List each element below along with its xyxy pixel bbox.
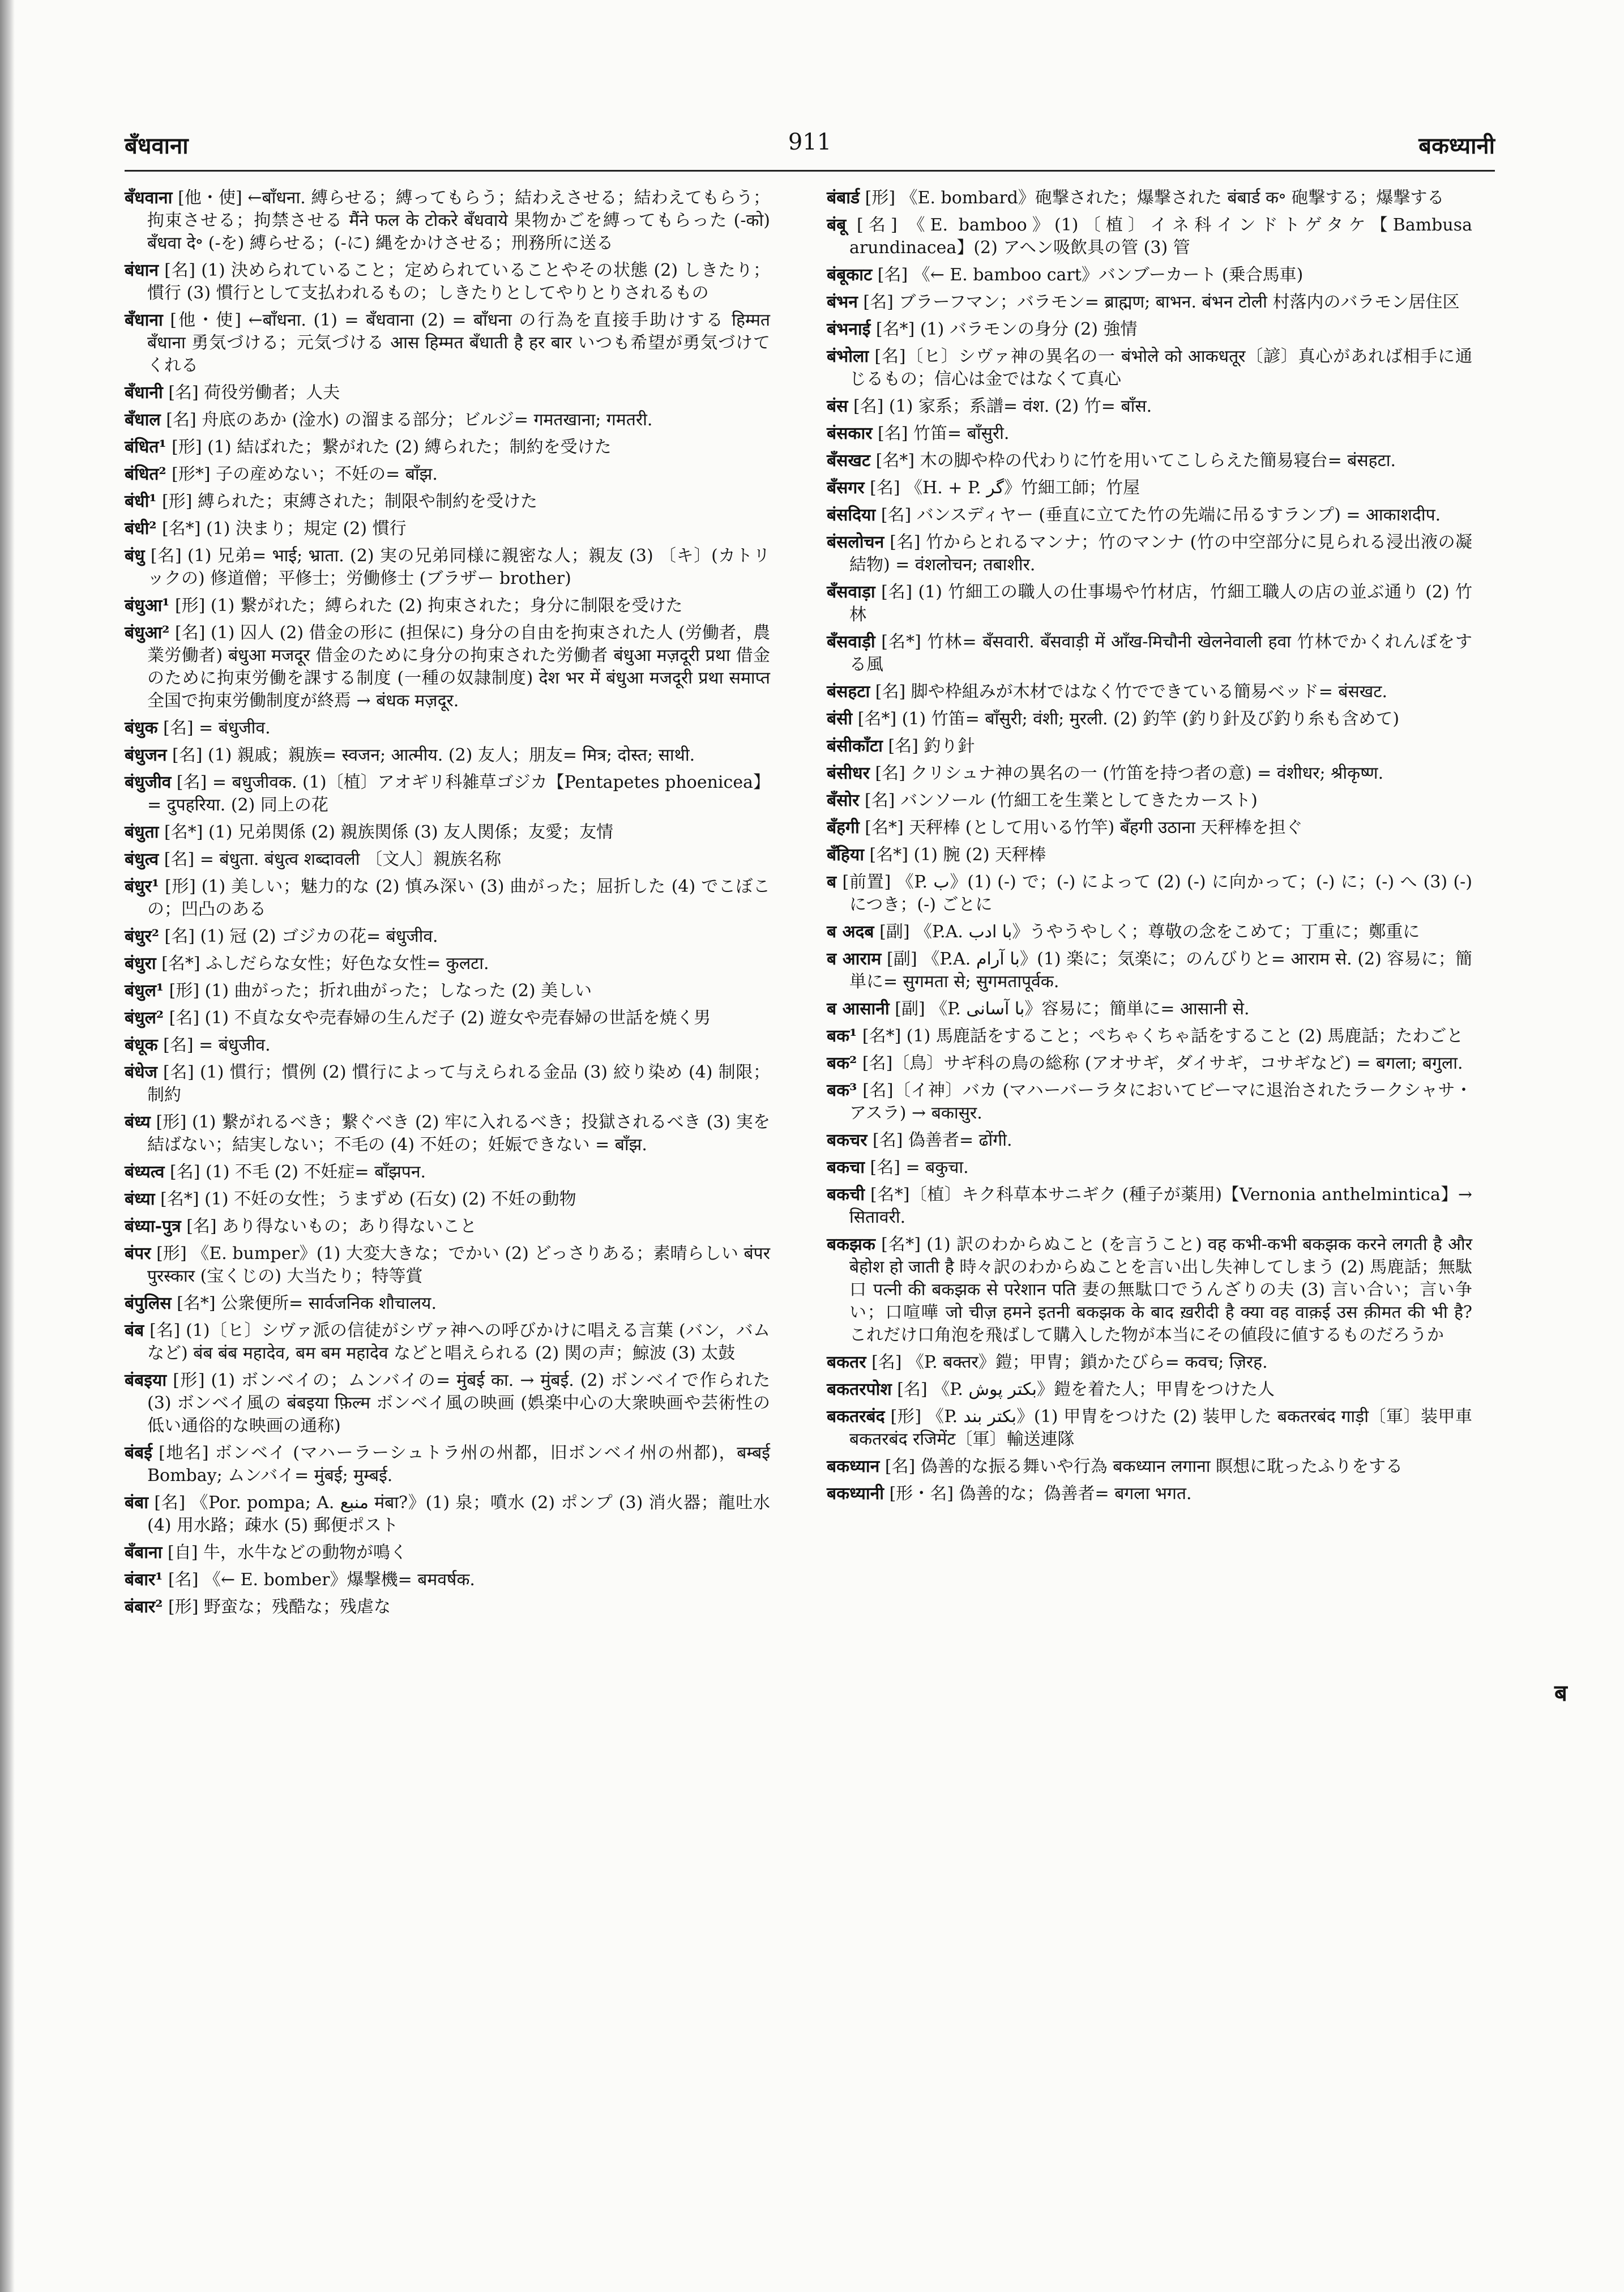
entry-definition: [名] 《E. bamboo》(1)〔植〕イネ科インドトゲタケ【Bambusa arundinacea】(2) アヘン吸飲具の管 (3) 管 xyxy=(849,215,1472,258)
dictionary-entry xyxy=(125,1596,770,1619)
dictionary-entry xyxy=(827,789,1472,812)
entry-definition: [名] 舟底のあか (淦水) の溜まる部分；ビルジ= गमतखाना; गमतरी. xyxy=(166,410,653,430)
entry-headword: बंबार्ड xyxy=(827,188,860,208)
page-binding-edge xyxy=(0,0,15,2292)
entry-definition: [名] 荷役労働者；人夫 xyxy=(168,383,340,403)
entry-definition: [名]〔イ神〕バカ (マハーバーラタにおいてビーマに退治されたラークシャサ・アスラ) → बकासुर. xyxy=(849,1081,1472,1123)
dictionary-entry xyxy=(125,1161,770,1184)
dictionary-entry xyxy=(125,980,770,1002)
entry-headword: ब xyxy=(827,872,837,892)
dictionary-entry xyxy=(827,264,1472,287)
dictionary-entry xyxy=(125,518,770,540)
dictionary-entry xyxy=(125,545,770,590)
entry-definition: [形] (1) 曲がった；折れ曲がった；しなった (2) 美しい xyxy=(169,981,592,1001)
dictionary-entry xyxy=(125,259,770,305)
entry-headword: बंसलोचन xyxy=(827,532,884,552)
dictionary-entry xyxy=(125,490,770,513)
entry-definition: [形] (1) 繋がれるべき；繋ぐべき (2) 牢に入れるべき；投獄されるべき (3) 実を結ばない；結実しない；不毛の (4) 不妊の；妊娠できない = बाँझ. xyxy=(147,1112,770,1155)
dictionary-entry xyxy=(125,1034,770,1057)
entry-definition: [形] (1) 美しい；魅力的な (2) 慎み深い (3) 曲がった；屈折した (4) でこぼこの；凹凸のある xyxy=(147,877,770,919)
entry-definition: [名] (1) 不貞な女や売春婦の生んだ子 (2) 遊女や売春婦の世話を焼く男 xyxy=(169,1008,711,1028)
dictionary-entry xyxy=(125,187,770,255)
entry-definition: [名] 脚や枠組みが木材ではなく竹でできている簡易ベッド= बंसखट. xyxy=(875,682,1388,702)
entry-headword: बंध्या-पुत्र xyxy=(125,1217,181,1236)
right-column xyxy=(827,187,1472,1510)
entry-headword: बंधान xyxy=(125,261,159,280)
entry-headword: बंधुजीव xyxy=(125,772,172,792)
entry-headword: बँसगर xyxy=(827,478,865,498)
dictionary-entry xyxy=(827,504,1472,527)
dictionary-entry xyxy=(827,1406,1472,1451)
entry-headword: बंधु xyxy=(125,546,145,566)
dictionary-entry xyxy=(125,876,770,921)
entry-headword: बंध्या xyxy=(125,1189,155,1209)
entry-headword: बंभन xyxy=(827,292,858,312)
entry-definition: [名*] (1) 不妊の女性；うまずめ (石女) (2) 不妊の動物 xyxy=(160,1189,576,1209)
entry-headword: बंस xyxy=(827,396,848,416)
dictionary-entry xyxy=(827,1456,1472,1478)
dictionary-entry xyxy=(827,291,1472,314)
entry-definition: [名*] 木の脚や枠の代わりに竹を用いてこしらえた簡易寝台= बंसहटा. xyxy=(875,451,1396,471)
entry-headword: बंधुजन xyxy=(125,745,167,765)
entry-headword: बंसी xyxy=(827,709,853,729)
entry-definition: [副] 《P.A. با آرام》(1) 楽に；気楽に；のんびりと= आराम से. (2) 容易に；簡単に= सुगमता से; सुगमतापूर्वक. xyxy=(849,949,1472,992)
entry-definition: [名*] (1) バラモンの身分 (2) 強情 xyxy=(875,319,1138,339)
entry-definition: [名] バンスディヤー (垂直に立てた竹の先端に吊るすランプ) = आकाशदीप. xyxy=(881,505,1441,525)
dictionary-entry xyxy=(827,1079,1472,1125)
dictionary-entry xyxy=(125,309,770,377)
entry-headword: बँबाना xyxy=(125,1543,163,1563)
entry-definition: [名] = बंधुजीव. xyxy=(163,718,271,738)
entry-headword: बँसवाड़ा xyxy=(827,582,875,602)
entry-headword: बंसीधर xyxy=(827,763,870,783)
entry-headword: बंधुता xyxy=(125,822,159,842)
entry-headword: बंबइया xyxy=(125,1371,167,1390)
dictionary-entry xyxy=(827,948,1472,993)
entry-definition: [名*] (1) 馬鹿話をすること；ぺちゃくちゃ話をすること (2) 馬鹿話；たわごと xyxy=(862,1026,1464,1046)
entry-definition: [自] 牛，水牛などの動物が鳴く xyxy=(168,1543,407,1563)
page-header xyxy=(125,129,1495,169)
entry-definition: [名] バンソール (竹細工を生業としてきたカースト) xyxy=(865,791,1258,810)
dictionary-entry xyxy=(125,382,770,404)
entry-headword: बकची xyxy=(827,1185,865,1205)
dictionary-entry xyxy=(125,1111,770,1156)
entry-headword: बंधी¹ xyxy=(125,492,157,511)
entry-definition: [他・使] ←बाँधना. (1) = बँधवाना (2) = बाँधना の行為を直接手助けする हिम्मत बँधाना 勇気づける；元気づける आस हिम्मत बँधाती है हर बार いつも希望が勇気づけてくれる xyxy=(147,310,770,375)
dictionary-entry xyxy=(827,450,1472,472)
page-number: 911 xyxy=(788,129,832,155)
entry-definition: [名] 偽善的な振る舞いや行為 बकध्यान लगाना 瞑想に耽ったふりをする xyxy=(884,1457,1403,1476)
dictionary-entry xyxy=(125,771,770,817)
entry-definition: [名] あり得ないもの；あり得ないこと xyxy=(186,1217,477,1236)
entry-definition: [名] 《← E. bamboo cart》バンブーカート (乗合馬車) xyxy=(877,265,1304,285)
entry-headword: ब आराम xyxy=(827,949,882,969)
dictionary-entry xyxy=(125,821,770,844)
dictionary-entry xyxy=(125,1007,770,1030)
dictionary-entry xyxy=(125,1292,770,1315)
dictionary-entry xyxy=(827,1129,1472,1152)
entry-headword: बंधुर² xyxy=(125,927,159,946)
dictionary-entry xyxy=(827,1234,1472,1347)
entry-definition: [形] 《E. bombard》砲撃された；爆撃された बंबार्ड क॰ 砲撃する；爆撃する xyxy=(865,188,1444,208)
entry-definition: [名*] (1) 決まり；規定 (2) 慣行 xyxy=(162,519,407,539)
entry-headword: बँधाल xyxy=(125,410,161,430)
entry-headword: बंधुल¹ xyxy=(125,981,164,1001)
entry-definition: [名] (1) 冠 (2) ゴジカの花= बंधुजीव. xyxy=(164,927,438,946)
dictionary-entry xyxy=(827,1052,1472,1075)
dictionary-entry xyxy=(125,1215,770,1238)
dictionary-entry xyxy=(827,214,1472,259)
entry-headword: बंध्यत्व xyxy=(125,1162,165,1182)
dictionary-entry xyxy=(827,1378,1472,1401)
dictionary-entry xyxy=(827,1483,1472,1505)
entry-headword: बंबूकाट xyxy=(827,265,873,285)
entry-definition: [形*] 子の産めない；不妊の= बाँझ. xyxy=(172,464,438,484)
dictionary-entry xyxy=(125,622,770,712)
entry-headword: बंब xyxy=(125,1321,144,1341)
dictionary-entry xyxy=(125,953,770,975)
entry-headword: बंसहटा xyxy=(827,682,870,702)
entry-headword: बंसदिया xyxy=(827,505,876,525)
entry-definition: [名*] 公衆便所= सार्वजनिक शौचालय. xyxy=(177,1294,437,1313)
entry-definition: [名] = बंधुजीव. xyxy=(163,1035,271,1055)
dictionary-entry xyxy=(125,1188,770,1211)
entry-headword: बंबा xyxy=(125,1493,149,1513)
entry-definition: [名*] 竹林= बँसवारी. बँसवाड़ी में आँख-मिचौनी खेलनेवाली हवा 竹林でかくれんぼをする風 xyxy=(849,632,1472,675)
entry-headword: बंभोला xyxy=(827,347,869,366)
entry-definition: [名*] 天秤棒 (として用いる竹竿) बँहगी उठाना 天秤棒を担ぐ xyxy=(865,818,1303,838)
entry-definition: [名] = बंधुता. बंधुत्व शब्दावली 〔文人〕親族名称 xyxy=(164,850,502,869)
entry-headword: बंपर xyxy=(125,1244,151,1264)
entry-definition: [形] 《E. bumper》(1) 大変大きな；でかい (2) どっさりある；素晴らしい बंपर पुरस्कार (宝くじの) 大当たり；特等賞 xyxy=(147,1244,770,1286)
entry-headword: बंबई xyxy=(125,1443,152,1463)
dictionary-entry xyxy=(827,921,1472,944)
entry-definition: [名*] (1) 竹笛= बाँसुरी; वंशी; मुरली. (2) 釣竿 (釣り針及び釣り糸も含めて) xyxy=(857,709,1400,729)
entry-definition: [名] 《P. بکتر پوش》鎧を着た人；甲冑をつけた人 xyxy=(897,1380,1275,1399)
dictionary-entry xyxy=(125,744,770,767)
entry-definition: [名] (1) 慣行；慣例 (2) 慣行によって与えられる金品 (3) 絞り染め (4) 制限；制約 xyxy=(147,1062,770,1105)
entry-headword: बंसीकाँटा xyxy=(827,736,883,756)
dictionary-entry xyxy=(125,1320,770,1365)
entry-definition: [地名] ボンベイ (マハーラーシュトラ州の州都，旧ボンベイ州の州都)，बम्बई Bombay; ムンバイ= मुंबई; मुम्बई. xyxy=(147,1443,770,1486)
entry-definition: [名] (1) 不毛 (2) 不妊症= बाँझपन. xyxy=(170,1162,426,1182)
entry-headword: ब आसानी xyxy=(827,999,890,1019)
dictionary-entry xyxy=(125,1243,770,1288)
entry-definition: [副] 《P.A. با ادب》うやうやしく；尊敬の念をこめて；丁重に；鄭重に xyxy=(879,922,1420,942)
entry-headword: बँसवाड़ी xyxy=(827,632,875,652)
dictionary-entry xyxy=(827,871,1472,916)
entry-definition: [名] 竹笛= बाँसुरी. xyxy=(878,424,1010,443)
entry-headword: बंभनाई xyxy=(827,319,871,339)
dictionary-entry xyxy=(827,1025,1472,1048)
entry-headword: बंधुआ² xyxy=(125,623,170,643)
dictionary-entry xyxy=(827,1184,1472,1229)
dictionary-entry xyxy=(827,631,1472,676)
entry-definition: [形・名] 偽善的な；偽善者= बगला भगत. xyxy=(889,1484,1192,1504)
dictionary-entry xyxy=(827,1351,1472,1374)
entry-definition: [名] = बधुजीवक. (1)〔植〕アオギリ科雑草ゴジカ【Pentapetes phoenicea】= दुपहरिया. (2) 同上の花 xyxy=(147,772,770,815)
entry-headword: बँसोर xyxy=(827,791,860,810)
dictionary-entry xyxy=(125,1542,770,1564)
dictionary-entry xyxy=(125,1569,770,1591)
entry-headword: बकझक xyxy=(827,1235,875,1254)
left-column xyxy=(125,187,770,1623)
entry-definition: [名] クリシュナ神の異名の一 (竹笛を持つ者の意) = वंशीधर; श्रीकृष्ण. xyxy=(875,763,1384,783)
dictionary-entry xyxy=(827,998,1472,1021)
entry-definition: [名] 偽善者= ढोंगी. xyxy=(873,1130,1012,1150)
entry-headword: बकचा xyxy=(827,1158,865,1177)
entry-definition: [名] (1)〔ヒ〕シヴァ派の信徒がシヴァ神への呼びかけに唱える言葉 (バン，バムなど) बंब बंब महादेव, बम बम महादेव などと唱えられる (2) 関の声；鯨波 (3) 太鼓 xyxy=(147,1321,770,1363)
entry-headword: बकतरबंद xyxy=(827,1407,885,1427)
entry-definition: [名*] (1) 兄弟関係 (2) 親族関係 (3) 友人関係；友愛；友情 xyxy=(164,822,614,842)
entry-headword: बक³ xyxy=(827,1081,857,1100)
entry-definition: [名*]〔植〕キク科草本サニギク (種子が薬用)【Vernonia anthelmintica】→ सितावरी. xyxy=(849,1185,1472,1227)
dictionary-entry xyxy=(125,1061,770,1107)
header-rule xyxy=(125,170,1495,172)
dictionary-entry xyxy=(827,318,1472,341)
dictionary-entry xyxy=(125,1369,770,1437)
entry-headword: बकध्यानी xyxy=(827,1484,884,1504)
dictionary-entry xyxy=(827,844,1472,867)
entry-definition: [名]〔鳥〕サギ科の鳥の総称 (アオサギ，ダイサギ，コサギなど) = बगला; बगुला. xyxy=(862,1053,1463,1073)
dictionary-entry xyxy=(125,436,770,459)
dictionary-entry xyxy=(125,848,770,871)
dictionary-entry xyxy=(827,187,1472,210)
entry-definition: [副] 《P. با آسانی》容易に；簡単に= आसानी से. xyxy=(895,999,1250,1019)
entry-definition: [名]〔ヒ〕シヴァ神の異名の一 बंभोले को आकधतूर〔諺〕真心があれば相手に通じるもの；信心は金ではなくて真心 xyxy=(849,347,1472,389)
entry-definition: [形] 《P. بکتر بند》(1) 甲冑をつけた (2) 装甲した बकतरबंद गाड़ी〔軍〕装甲車 बकतरबंद रजिमेंट〔軍〕輸送連隊 xyxy=(849,1407,1472,1449)
dictionary-entry xyxy=(125,925,770,948)
dictionary-entry xyxy=(827,817,1472,839)
entry-definition: [形] (1) 繋がれた；縛られた (2) 拘束された；身分に制限を受けた xyxy=(174,596,683,616)
entry-headword: बंसकार xyxy=(827,424,873,443)
entry-headword: ब अदब xyxy=(827,922,874,942)
entry-definition: [名] 《H. + P. گر》竹細工師；竹屋 xyxy=(870,478,1140,498)
entry-headword: बंधित² xyxy=(125,464,166,484)
entry-headword: बंधुर¹ xyxy=(125,877,159,897)
entry-definition: [形] (1) ボンベイの；ムンバイの= मुंबई का. → मुंबई. (2) ボンベイで作られた (3) ボンベイ風の बंबइया फ़िल्म ボンベイ風の映画 (娯楽中心の大衆映画や芸術性の低い通俗的な映画の通称) xyxy=(147,1371,771,1436)
entry-headword: बँधाना xyxy=(125,310,163,330)
dictionary-entry xyxy=(125,1442,770,1487)
entry-definition: [名] 《P. बक्तर》鎧；甲冑；鎖かたびら= कवच; ज़िरह. xyxy=(871,1352,1268,1372)
entry-headword: बकध्यान xyxy=(827,1457,880,1476)
dictionary-entry xyxy=(125,717,770,740)
entry-headword: बक¹ xyxy=(827,1026,857,1046)
thumb-index: ब xyxy=(1554,1680,1567,1706)
entry-definition: [名*] (1) 腕 (2) 天秤棒 xyxy=(869,845,1046,865)
dictionary-entry xyxy=(125,409,770,432)
dictionary-entry xyxy=(827,531,1472,577)
entry-definition: [前置] 《P. ب》(1) (-) で；(-) によって (2) (-) に向かって；(-) に；(-) へ (3) (-) につき；(-) ごとに xyxy=(842,872,1473,915)
entry-headword: बंधी² xyxy=(125,519,157,539)
dictionary-entry xyxy=(827,762,1472,785)
entry-headword: बंधुआ¹ xyxy=(125,596,170,616)
entry-definition: [形] 縛られた；束縛された；制限や制約を受けた xyxy=(162,492,537,511)
entry-headword: बंपुलिस xyxy=(125,1294,172,1313)
entry-headword: बंधुल² xyxy=(125,1008,164,1028)
entry-headword: बंधुरा xyxy=(125,954,156,974)
dictionary-entry xyxy=(827,345,1472,391)
right-running-headword: बकध्यानी xyxy=(1418,133,1495,159)
entry-headword: बंबार¹ xyxy=(125,1570,163,1590)
entry-headword: बकतरपोश xyxy=(827,1380,892,1399)
entry-headword: बंधुत्व xyxy=(125,850,159,869)
entry-definition: [名] = बकुचा. xyxy=(870,1158,969,1177)
entry-headword: बंधेज xyxy=(125,1062,157,1082)
entry-definition: [名] ブラーフマン；バラモン= ब्राह्मण; बाभन. बंभन टोली 村落内のバラモン居住区 xyxy=(863,292,1460,312)
dictionary-entry xyxy=(125,595,770,617)
entry-definition: [名] (1) 囚人 (2) 借金の形に (担保に) 身分の自由を拘束された人 (労働者，農業労働者) बंधुआ मजदूर 借金のために身分の拘束された労働者 बंधुआ मज़दूरी प्रथा 借金のために拘束労働を課する制度 (一種の奴隷制度) देश भर में बंधुआ मजदूरी प्रथा समाप्त 全国で拘束労働制度が終焉 → बंधक मज़दूर. xyxy=(147,623,770,711)
entry-definition: [名*] (1) 訳のわからぬこと (を言うこと) वह कभी-कभी बकझक करने लगती है और बेहोश हो जाती है 時々訳のわからぬことを言い出し失神してしまう (2) 馬鹿話；無駄口 पत्नी की बकझक से परेशान पति 妻の無駄口でうんざりの夫 (3) 言い合い；言い争い；口喧嘩 जो चीज़ हमने इतनी बकझक के बाद ख़रीदी है क्या वह वाक़ई उस क़ीमत की भी है? これだけ口角泡を飛ばして購入した物が本当にその値段に値するものだろうか xyxy=(849,1235,1472,1345)
entry-definition: [他・使] ←बाँधना. 縛らせる；縛ってもらう；結わえさせる；結わえてもらう；拘束させる；拘禁させる मैंने फल के टोकरे बँधवाये 果物かごを縛ってもらった (-को) बँधवा दे॰ (-を) 縛らせる；(-に) 縄をかけさせる；刑務所に送る xyxy=(147,188,770,253)
entry-definition: [名] (1) 決められていること；定められていることやその状態 (2) しきたり；慣行 (3) 慣行として支払われるもの；しきたりとしてやりとりされるもの xyxy=(147,261,770,303)
dictionary-entry xyxy=(125,463,770,486)
dictionary-entry xyxy=(827,395,1472,418)
entry-definition: [名] (1) 竹細工の職人の仕事場や竹材店，竹細工職人の店の並ぶ通り (2) 竹林 xyxy=(849,582,1472,625)
entry-headword: बंध्य xyxy=(125,1112,151,1132)
entry-headword: बकतर xyxy=(827,1352,866,1372)
entry-headword: बंबार² xyxy=(125,1597,163,1617)
entry-headword: बंबू xyxy=(827,215,847,235)
entry-headword: बंधित¹ xyxy=(125,437,166,457)
entry-headword: बक² xyxy=(827,1053,857,1073)
dictionary-entry xyxy=(827,708,1472,731)
entry-definition: [名] (1) 家系；系譜= वंश. (2) 竹= बाँस. xyxy=(853,396,1152,416)
dictionary-entry xyxy=(827,1156,1472,1179)
left-running-headword: बँधवाना xyxy=(125,133,189,159)
dictionary-entry xyxy=(827,735,1472,758)
entry-headword: बँहगी xyxy=(827,818,860,838)
dictionary-entry xyxy=(827,581,1472,626)
entry-headword: बंधूक xyxy=(125,1035,158,1055)
dictionary-entry xyxy=(125,1492,770,1537)
entry-definition: [名] 竹からとれるマンナ；竹のマンナ (竹の中空部分に見られる浸出液の凝結物) = वंशलोचन; तबाशीर. xyxy=(849,532,1473,575)
entry-headword: बँधानी xyxy=(125,383,163,403)
entry-headword: बंधुक xyxy=(125,718,158,738)
entry-definition: [名*] ふしだらな女性；好色な女性= कुलटा. xyxy=(161,954,489,974)
entry-headword: बँसखट xyxy=(827,451,871,471)
entry-headword: बँहिया xyxy=(827,845,864,865)
entry-definition: [名] (1) 兄弟= भाई; भ्राता. (2) 実の兄弟同様に親密な人；親友 (3) 〔キ〕(カトリックの) 修道僧；平修士；労働修士 (ブラザー brother) xyxy=(147,546,770,588)
entry-headword: बकचर xyxy=(827,1130,867,1150)
dictionary-entry xyxy=(827,477,1472,500)
entry-definition: [名] 釣り針 xyxy=(888,736,975,756)
entry-headword: बँधवाना xyxy=(125,188,173,208)
entry-definition: [名] (1) 親戚；親族= स्वजन; आत्मीय. (2) 友人；朋友= मित्र; दोस्त; साथी. xyxy=(172,745,695,765)
entry-definition: [名] 《Por. pompa; A. منبع मंबा?》(1) 泉；噴水 (2) ポンプ (3) 消火器；龍吐水 (4) 用水路；疎水 (5) 郵便ポスト xyxy=(147,1493,770,1535)
dictionary-entry xyxy=(827,681,1472,703)
dictionary-entry xyxy=(827,422,1472,445)
entry-definition: [形] 野蛮な；残酷な；残虐な xyxy=(168,1597,391,1617)
entry-definition: [名] 《← E. bomber》爆撃機= बमवर्षक. xyxy=(168,1570,475,1590)
entry-definition: [形] (1) 結ばれた；繋がれた (2) 縛られた；制約を受けた xyxy=(172,437,612,457)
